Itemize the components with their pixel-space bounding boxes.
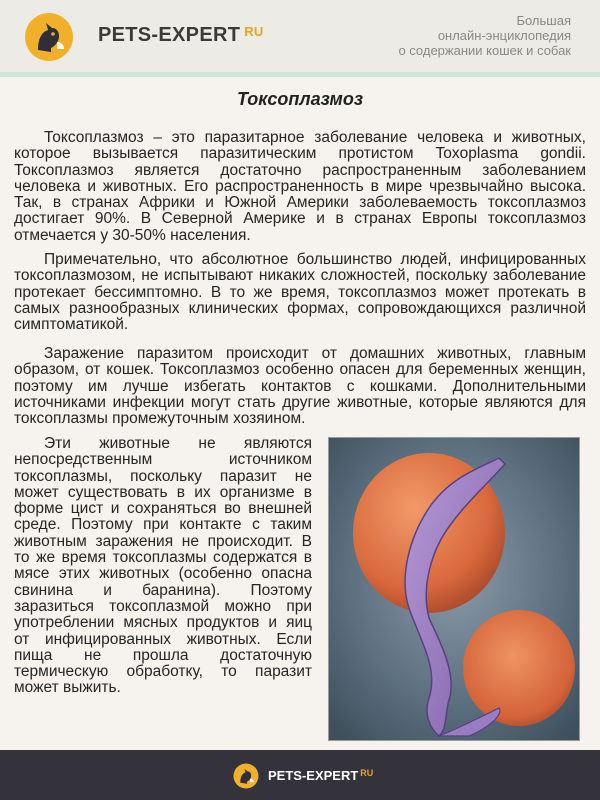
article-paragraph-4: Эти животные не являются непосредственным источником токсоплазмы, поскольку паразит не может существовать в их организме в форме цист и сохраняться во внешней среде. Поэтому при контакте с таким животным заражения не происходит. В то же время токсоплазмы содержатся в мясе этих животных (особенно опасна свинина и баранина). Поэтому заразиться токсоплазмой можно при употреблении мясных продуктов и яиц от инфицированных животных. Если пища не прошла достаточную термическую обработку, то паразит может выжить. <box>14 435 312 697</box>
article-paragraph-2: Примечательно, что абсолютное большинство людей, инфицированных токсоплазмозом, не испытывают никаких сложностей, поскольку заболевание протекает бессимптомно. В то же время, токсоплазмоз может протекать в самых разнообразных клинических формах, сопровождающихся различной симптоматикой. <box>14 251 586 334</box>
site-footer <box>0 750 600 800</box>
brand-suffix: RU <box>244 24 264 39</box>
article-paragraph-3: Заражение паразитом происходит от домашних животных, главным образом, от кошек. Токсоплазмоз особенно опасен для беременных женщин, поэтому им лучше избегать контактов с кошками. Дополнительными источниками инфекции могут стать другие животные, которые являются для токсоплазмы промежуточным хозяином. <box>14 345 586 428</box>
toxoplasma-micrograph <box>328 437 580 741</box>
pets-logo-icon[interactable] <box>233 763 259 789</box>
article-paragraph-1: Токсоплазмоз – это паразитарное заболевание человека и животных, которое вызывается паразитическим протистом Toxoplasma gondii. Токсоплазмоз является достаточно распространенным заболеванием человека и животных. Его распространенность в мире чрезвычайно высока. Так, в странах Африки и Южной Америки заболеваемость токсоплазмоз достигает 90%. В Северной Америке и в странах Европы токсоплазмоз отмечается у 30-50% населения. <box>14 129 586 244</box>
site-tagline <box>398 13 571 58</box>
site-header <box>0 0 600 74</box>
red-blood-cell <box>463 610 575 726</box>
article-title: Токсоплазмоз <box>236 89 364 109</box>
tagline-line-2: онлайн-энциклопедия <box>437 28 571 43</box>
pets-logo-icon[interactable] <box>24 12 74 62</box>
tagline-line-1: Большая <box>516 13 571 28</box>
header-divider <box>0 72 600 77</box>
footer-brand-suffix: RU <box>360 768 374 778</box>
tagline-line-3: о содержании кошек и собак <box>398 43 571 58</box>
brand-name[interactable]: PETS-EXPERT $^{RU}$ <box>98 24 264 46</box>
footer-brand-name[interactable]: PETS-EXPERT $^{RU}$ <box>268 768 374 783</box>
